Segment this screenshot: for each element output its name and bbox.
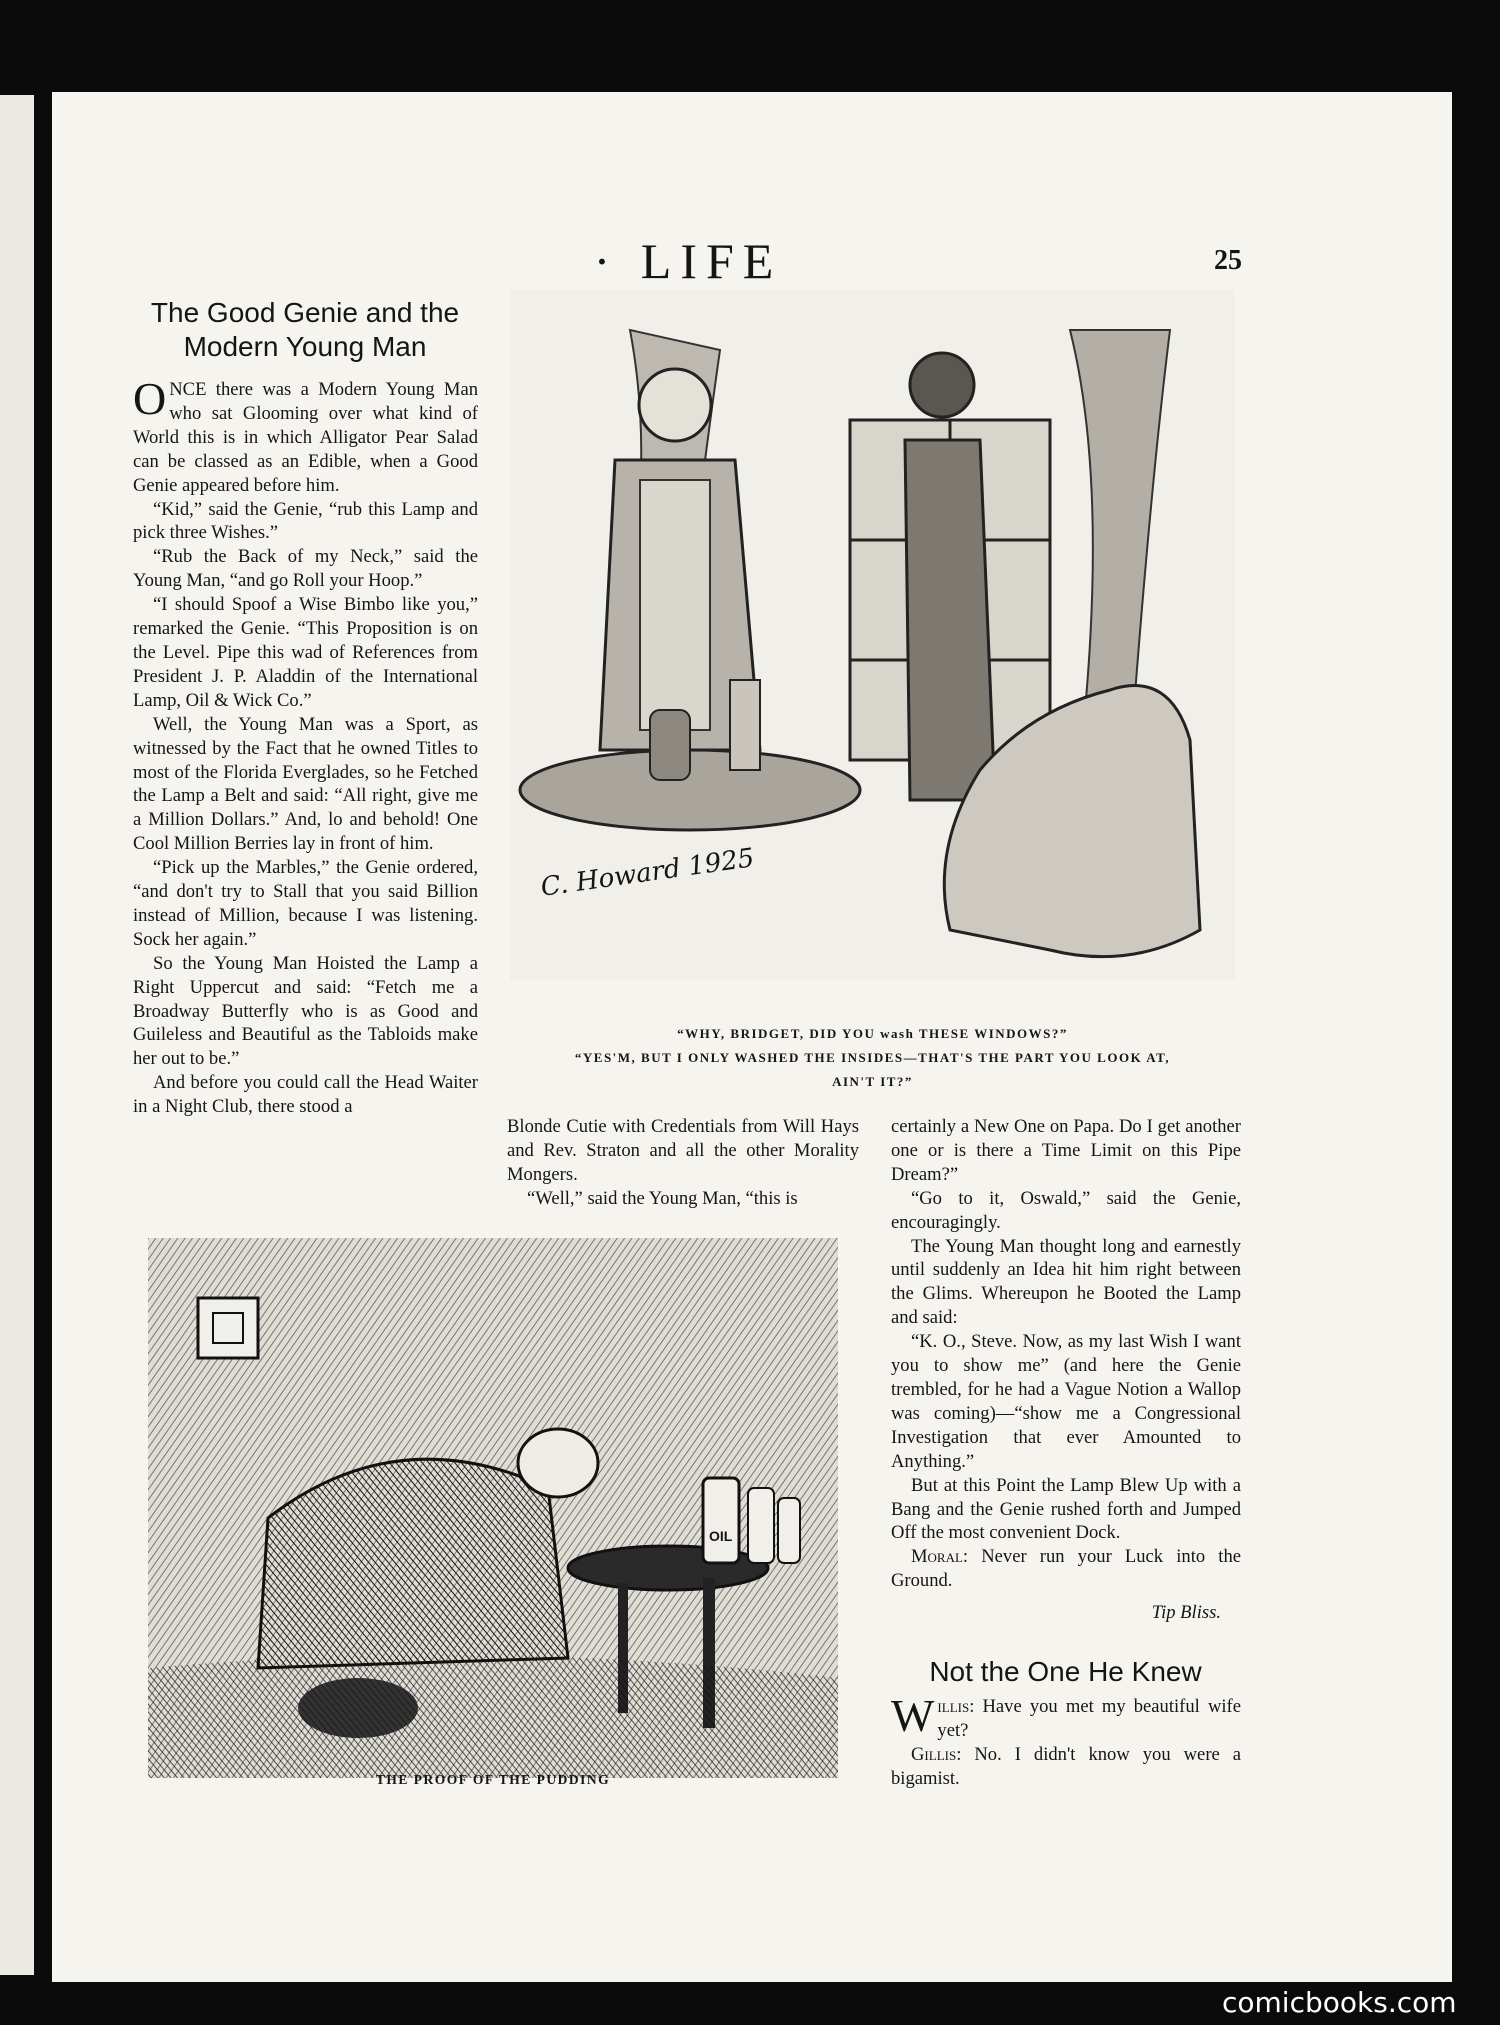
masthead: · LIFE	[593, 233, 783, 289]
story-paragraph: The Young Man thought long and earnestly until suddenly an Idea hit him right between the Glims. Whereupon he Booted the Lamp and said:	[891, 1235, 1241, 1329]
cartoon-caption: “WHY, BRIDGET, DID YOU wash THESE WINDOWS?” “YES'M, BUT I ONLY WASHED THE INSIDES—THAT'S THE PART YOU LOOK AT, AIN'T IT?”	[574, 1026, 1171, 1089]
dialogue-line: Willis: Have you met my beautiful wife yet?	[891, 1690, 1241, 1741]
story-paragraph: So the Young Man Hoisted the Lamp a Right Uppercut and said: “Fetch me a Broadway Butterfly who is as Good and Guileless and Beautiful as the Tabloids make her out to be.”	[133, 952, 478, 1070]
story-paragraph: ONCE there was a Modern Young Man who sat Glooming over what kind of World this is in which Alligator Pear Salad can be classed as an Edible, when a Good Genie appeared before him.	[133, 373, 478, 496]
oil-bottle	[703, 1478, 739, 1563]
story-title-line2: Modern Young Man	[183, 331, 427, 362]
story-moral: Moral: Never run your Luck into the Ground.	[891, 1546, 1241, 1592]
story-title-line1: The Good Genie and the	[150, 297, 460, 328]
previous-page-edge	[0, 95, 34, 1975]
cartoon-drawing	[148, 1238, 838, 1778]
artist-signature: C. Howard 1925	[538, 843, 757, 903]
bottle-label: OIL	[709, 1528, 733, 1544]
story-paragraph: “K. O., Steve. Now, as my last Wish I want you to show me” (and here the Genie trembled, for he had a Vague Notion a Wallop was coming)—“show me a Congressional Investigation that ever Amounted to Anything.”	[891, 1331, 1241, 1472]
lady-figure	[905, 440, 995, 800]
story2-title: Not the One He Knew	[929, 1656, 1202, 1687]
story-paragraph: “I should Spoof a Wise Bimbo like you,” remarked the Genie. “This Proposition is on the Level. Pipe this wad of References from President J. P. Aladdin of the International Lamp, Oil & Wick Co.”	[133, 594, 478, 711]
speaker-name: illis:	[937, 1696, 975, 1717]
maid-head	[639, 369, 711, 441]
story-paragraph: “Pick up the Marbles,” the Genie ordered, “and don't try to Stall that you said Billion instead of Million, because I was listening. Sock her again.”	[133, 857, 478, 950]
drop-cap: W	[891, 1690, 935, 1741]
moral-label: Moral:	[911, 1546, 969, 1568]
cartoon-proof-of-pudding	[148, 1238, 838, 1778]
story-paragraph: Well, the Young Man was a Sport, as witnessed by the Fact that he owned Titles to most of the Florida Everglades, so he Fetched the Lamp a Belt and said: “All right, give me a Million Dollars.” And, lo and behold! One Cool Million Berries lay in front of him.	[133, 713, 478, 855]
story-paragraph: Blonde Cutie with Credentials from Will Hays and Rev. Straton and all the other Morality Mongers.	[507, 1116, 859, 1185]
story-title	[128, 296, 482, 364]
story-column-3	[891, 1115, 1241, 1625]
story-paragraph: “Rub the Back of my Neck,” said the Young Man, “and go Roll your Hoop.”	[133, 546, 478, 592]
story-paragraph: “Well,” said the Young Man, “this is	[527, 1187, 798, 1209]
story-paragraph: And before you could call the Head Waiter in a Night Club, there stood a	[133, 1072, 478, 1118]
dialogue-line: Gillis: No. I didn't know you were a bigamist.	[891, 1743, 1241, 1789]
story-paragraph: But at this Point the Lamp Blew Up with a Bang and the Genie rushed forth and Jumped Off the most convenient Dock.	[891, 1474, 1241, 1544]
page-number: 25	[1214, 245, 1242, 276]
wall-clock	[198, 1298, 258, 1358]
cartoon-caption: THE PROOF OF THE PUDDING	[375, 1772, 611, 1787]
lady-head	[910, 353, 974, 417]
story-column-1	[133, 373, 478, 1119]
story-paragraph: “Go to it, Oswald,” said the Genie, encouragingly.	[891, 1187, 1241, 1233]
author-signature: Tip Bliss.	[1151, 1602, 1221, 1624]
cartoon-bridget-window	[510, 290, 1235, 980]
floor	[148, 1655, 838, 1778]
story-paragraph: certainly a New One on Papa. Do I get another one or is there a Time Limit on this Pipe Dream?”	[891, 1116, 1241, 1185]
watermark: comicbooks.com	[1222, 1986, 1457, 2019]
drop-cap: O	[133, 373, 167, 424]
head	[518, 1429, 598, 1497]
story-column-2	[507, 1115, 859, 1211]
story2-body	[891, 1690, 1241, 1791]
speaker-name: Gillis:	[911, 1743, 962, 1765]
story-paragraph: “Kid,” said the Genie, “rub this Lamp and pick three Wishes.”	[133, 498, 478, 544]
